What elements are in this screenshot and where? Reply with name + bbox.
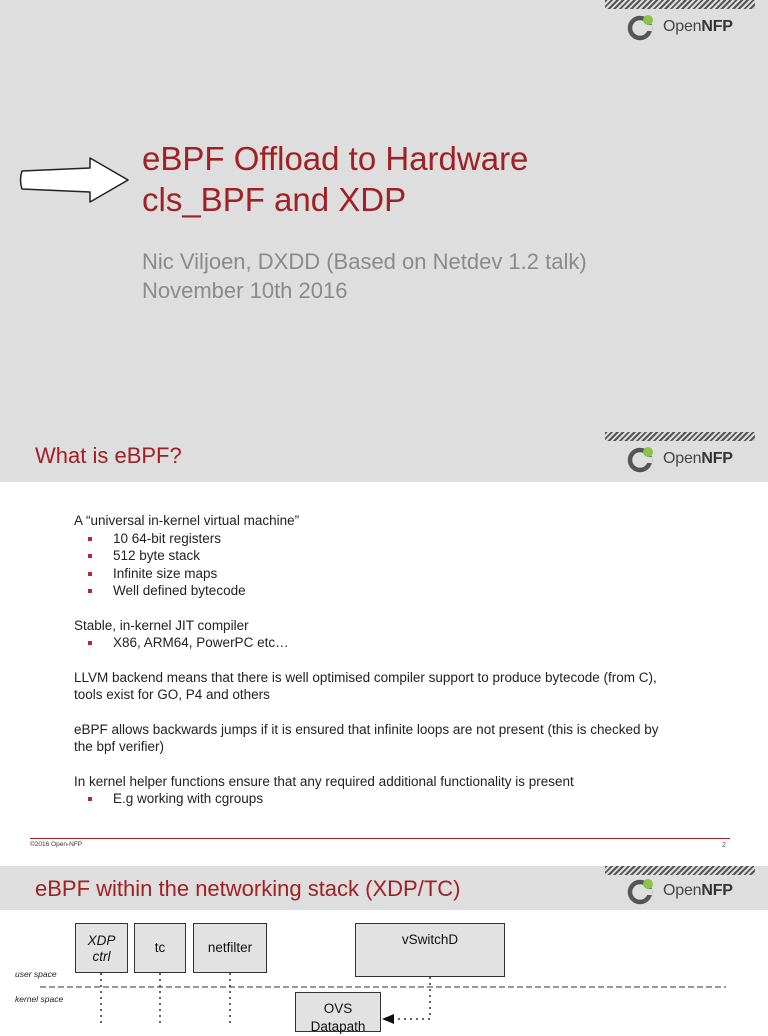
list-item: X86, ARM64, PowerPC etc… [88,634,734,652]
hatch-bar [605,432,755,441]
arrow-icon [16,155,136,205]
helpers-bullets [74,790,734,808]
slide-body [74,512,734,808]
list-item: Infinite size maps [88,565,734,583]
title-slide [0,0,768,432]
opennfp-logo [627,444,733,474]
intro-text: A “universal in-kernel virtual machine” [74,513,300,528]
list-item: 512 byte stack [88,547,734,565]
helpers-text: In kernel helper functions ensure that any required additional functionality is present [74,773,574,789]
ovs-datapath-box: OVS Datapath [295,992,381,1032]
jumps-text: eBPF allows backwards jumps if it is ensured that infinite loops are not present (this is checked by the bpf verifier) [74,721,659,754]
kernel-space-label: kernel space [15,994,64,1004]
tc-box: tc [134,923,186,973]
page-number: 2 [722,842,726,849]
xdp-ctrl-box: XDP ctrl [75,923,128,973]
slide-title: What is eBPF? [35,443,182,468]
slide-title: eBPF Offload to Hardware cls_BPF and XDP [142,140,529,218]
intro-bullets [74,530,734,600]
list-item: Well defined bytecode [88,582,734,600]
slide-title: eBPF within the networking stack (XDP/TC) [35,876,461,901]
slide-subtitle: Nic Viljoen, DXDD (Based on Netdev 1.2 talk) November 10th 2016 [142,249,587,303]
opennfp-logo-icon [627,12,657,42]
list-item: E.g working with cgroups [88,790,734,808]
jit-text: Stable, in-kernel JIT compiler [74,617,249,633]
jit-bullets [74,634,734,652]
hatch-bar [605,0,755,9]
opennfp-logo [627,12,733,42]
netfilter-box: netfilter [193,923,267,973]
copyright-text: ©2016 Open-NFP [30,841,83,848]
list-item: 10 64-bit registers [88,530,734,548]
what-is-ebpf-slide [0,432,768,866]
vswitchd-box: vSwitchD [355,923,505,977]
user-space-label: user space [15,969,57,979]
networking-stack-slide [0,866,768,1034]
opennfp-logo-icon [627,444,657,474]
logo-text: OpenNFP [663,450,733,467]
llvm-text: LLVM backend means that there is well optimised compiler support to produce bytecode (from C), tools exist for GO, P4 and others [74,669,657,702]
logo-text: OpenNFP [663,882,733,899]
footer-divider [30,838,730,839]
logo-text: OpenNFP [663,18,733,35]
